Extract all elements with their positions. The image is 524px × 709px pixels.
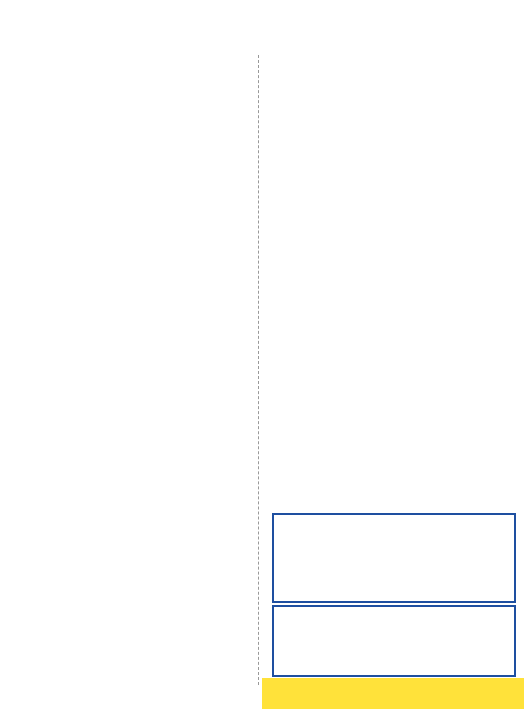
header bbox=[0, 0, 524, 52]
ad-hebei-fengguang[interactable] bbox=[272, 513, 516, 603]
ad-hebei-dongfang[interactable] bbox=[272, 605, 516, 677]
column-divider bbox=[258, 55, 259, 685]
footer-shanxi-banner[interactable] bbox=[262, 678, 524, 709]
